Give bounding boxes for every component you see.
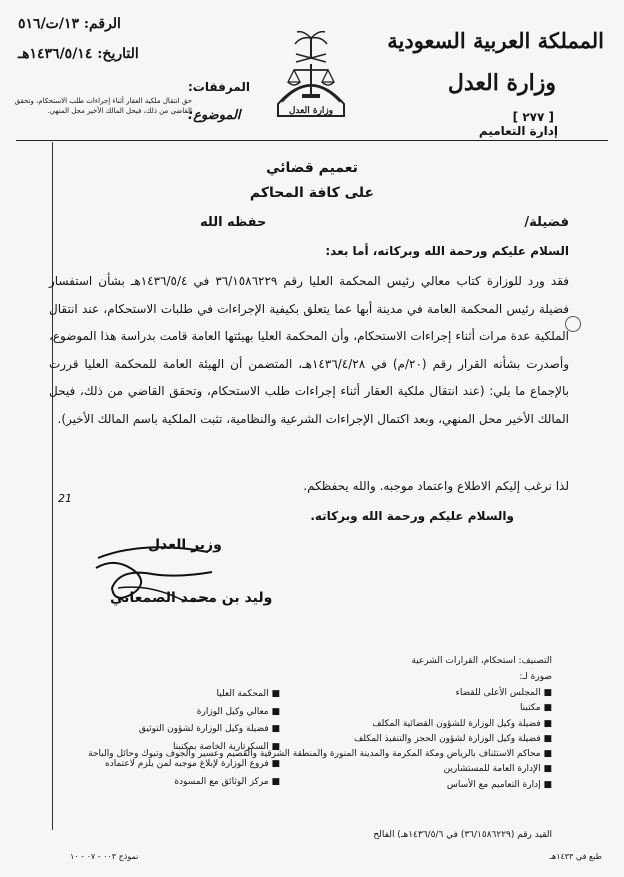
reference-date: التاريخ: ١٤٣٦/٥/١٤هـ xyxy=(18,46,139,62)
signatory-name: وليد بن محمد الصمعاني xyxy=(110,590,273,606)
list-item: ■ المجلس الأعلى للقضاء xyxy=(455,688,552,698)
list-item: ■ إدارة التعاميم مع الأساس xyxy=(446,779,552,790)
list-item: ■ محاكم الاستئناف بالرياض ومكة المكرمة والمدينة المنورة والمنطقة الشرقية والقصيم وعسير والجوف وتبوك وحائل والباحة xyxy=(88,749,552,760)
list-item: ■ فضيلة وكيل الوزارة لشؤون التوثيق xyxy=(138,724,280,734)
kingdom-title: المملكة العربية السعودية xyxy=(387,28,604,53)
print-note: طبع في ١٤٣٣هـ xyxy=(549,852,602,861)
list-item: ■ فروع الوزارة لإبلاغ موجبه لمن يلزم لاعتماده xyxy=(105,759,280,769)
addressee: فضيلة/ xyxy=(524,215,569,230)
body-paragraph: فقد ورد للوزارة كتاب معالي رئيس المحكمة العليا رقم ٣٦/١٥٨٦٢٢٩ في ١٤٣٦/٥/٤هـ بشأن استفسار فضيلة رئيس المحكمة العامة في مدينة أبها عما يتعلق بكيفية الإجراءات في طلبات الاستحكام، عند انتقال الملكية عدة مرات أثناء إجراءات الاستحكام، وأن المحكمة العليا بهيئتها العامة قامت بدراسة هذا الموضوع، وأصدرت بشأنه القرار رقم (٢٠/م) في ١٤٣٦/٤/٢٨هـ، المتضمن أن الهيئة العامة للمحكمة العليا قررت بالإجماع ما يلي: (عند انتقال ملكية العقار أثناء إجراءات طلب الاستحكام، وتحقق القاضي من ذلك، فيحل المالك الأخير محل المنهي، وبعد اكتمال الإجراءات الشرعية والنظامية، تثبت الملكية باسم المالك الأخير). xyxy=(49,274,570,426)
signatory-title: وزير العدل xyxy=(148,537,222,553)
header-divider xyxy=(16,140,608,141)
list-item: ■ معالي وكيل الوزارة xyxy=(196,706,280,717)
circular-number: [ ٢٧٧ ] xyxy=(512,110,554,124)
classification: التصنيف: استحكام، القرارات الشرعية xyxy=(411,656,552,666)
greeting: السلام عليكم ورحمة الله وبركاته، أما بعد: xyxy=(325,244,569,258)
logo-caption: وزارة العدل xyxy=(288,106,334,116)
copy-to-label: صورة لـ: xyxy=(519,672,552,682)
document-title: تعميم قضائي xyxy=(266,160,358,176)
closing-request: لذا نرغب إليكم الاطلاع واعتماد موجبه. والله يحفظكم. xyxy=(303,479,569,493)
margin-mark: 21 xyxy=(58,492,72,505)
closing-salutation: والسلام عليكم ورحمة الله وبركاته. xyxy=(310,509,514,523)
list-item: ■ الإدارة العامة للمستشارين xyxy=(443,764,552,775)
list-item: ■ مكتبنا xyxy=(519,703,552,714)
list-item: ■ فضيلة وكيل الوزارة لشؤون الحجز والتنفيذ المكلف xyxy=(353,733,552,744)
subject-label: الموضوع: xyxy=(188,108,241,123)
margin-line xyxy=(52,142,53,830)
list-item: ■ فضيلة وكيل الوزارة للشؤون القضائية المكلف xyxy=(372,718,552,729)
list-item: ■ المحكمة العليا xyxy=(216,689,280,699)
document-subtitle: على كافة المحاكم xyxy=(249,185,375,201)
list-item: ■ مركز الوثائق مع المسودة xyxy=(174,776,280,787)
ministry-title: وزارة العدل xyxy=(447,70,556,96)
honorific: حفظه الله xyxy=(200,215,267,230)
record-reference: القيد رقم (٣٦/١٥٨٦٢٢٩) في ١٤٣٦/٥/٦هـ) الفالح xyxy=(373,830,552,840)
list-item: ■ السكرتارية الخاصة بمكتبنا xyxy=(172,741,280,752)
department-name: إدارة التعاميم xyxy=(478,124,558,138)
distribution-list-left xyxy=(80,686,280,791)
subject-text: حق انتقال ملكية العقار أثناء إجراءات طلب الاستحكام، وتحقق القاضي من ذلك، فيحل المالك الأخير محل المنهي. xyxy=(14,97,192,115)
reference-number: الرقم: ١٣/ت/٥١٦ xyxy=(18,16,121,32)
attachments-label: المرفقات: xyxy=(188,80,250,94)
form-code: نموذج ٠٠٣ - ٠٧ - ١٠ xyxy=(70,852,139,861)
ministry-logo xyxy=(268,26,354,122)
